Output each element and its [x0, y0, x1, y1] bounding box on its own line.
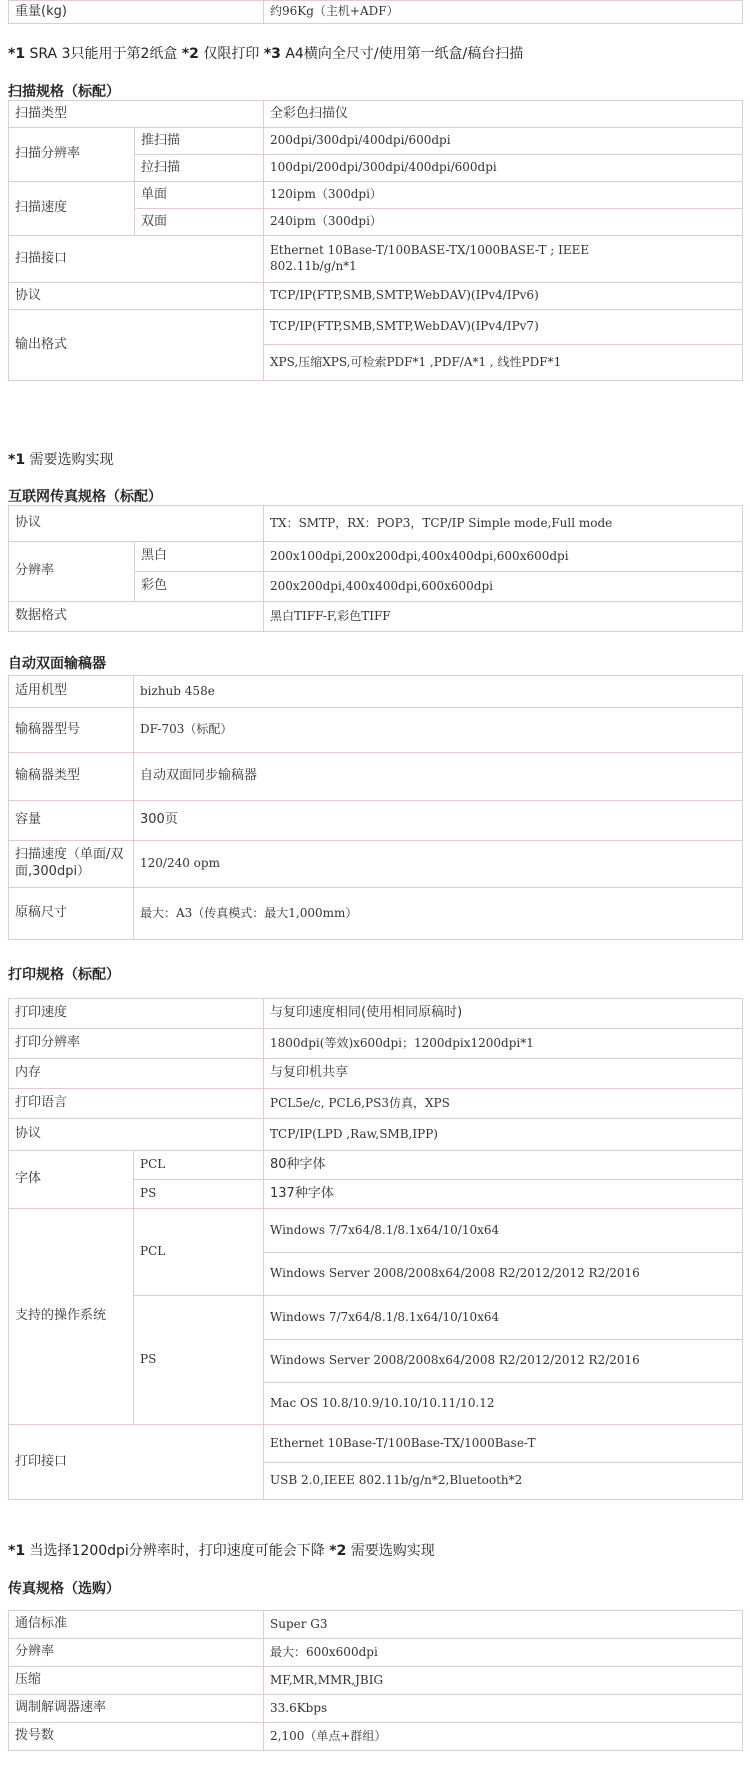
scan-heading: 扫描规格（标配）	[8, 84, 120, 100]
scan-note: *1 需要选购实现	[8, 452, 114, 468]
weight-notes: *1 SRA 3只能用于第2纸盒 *2 仅限打印 *3 A4横向全尺寸/使用第一纸盒/稿台扫描	[8, 46, 524, 62]
fax-table: 通信标准 Super G3 分辨率 最大：600x600dpi 压缩 MF,MR,MMR,JBIG 调制解调器速率 33.6Kbps 拨号数 2,100（单点+群组）	[8, 1610, 743, 1751]
print-notes: *1 当选择1200dpi分辨率时，打印速度可能会下降 *2 需要选购实现	[8, 1543, 435, 1559]
print-table: 打印速度 与复印速度相同(使用相同原稿时) 打印分辨率 1800dpi(等效)x600dpi；1200dpix1200dpi*1 内存 与复印机共享 打印语言 PCL5e/c, PCL6,PS3仿真，XPS 协议 TCP/IP(LPD ,Raw,SMB,IPP) 字体 PCL 80种字体 PS 137种字体 支持的操作系统 PCL Windows 7/7x64/8.1/8.1x64/10/10x64 Windows Server 2008/2008x64/2008 R2/2012/2012 R2/2016 PS Windows 7/7x64/8.1/8.1x64/10/10x64 Windows Server 2008/2008x64/2008 R2/2012/2012 R2/2016 Mac OS 10.8/10.9/10.10/10.11/10.12 打印接口 Ethernet 10Base-T/100Base-TX/1000Base-T USB 2.0,IEEE 802.11b/g/n*2,Bluetooth*2	[8, 998, 743, 1500]
fax-heading: 传真规格（选购）	[8, 1581, 120, 1597]
adf-heading: 自动双面输稿器	[8, 656, 106, 672]
weight-label: 重量(kg)	[9, 1, 264, 24]
weight-table	[8, 0, 743, 24]
ifax-table: 协议 TX：SMTP，RX：POP3，TCP/IP Simple mode,Full mode 分辨率 黑白 200x100dpi,200x200dpi,400x400dpi,600x600dpi 彩色 200x200dpi,400x400dpi,600x600dpi 数据格式 黑白TIFF-F,彩色TIFF	[8, 505, 743, 632]
scan-table: 扫描类型 全彩色扫描仪 扫描分辨率 推扫描 200dpi/300dpi/400dpi/600dpi 拉扫描 100dpi/200dpi/300dpi/400dpi/600dpi 扫描速度 单面 120ipm（300dpi） 双面 240ipm（300dpi） 扫描接口 Ethernet 10Base-T/100BASE-TX/1000BASE-T ; IEEE 802.11b/g/n*1 协议 TCP/IP(FTP,SMB,SMTP,WebDAV)(IPv4/IPv6) 输出格式 TCP/IP(FTP,SMB,SMTP,WebDAV)(IPv4/IPv7) XPS,压缩XPS,可检索PDF*1 ,PDF/A*1 , 线性PDF*1	[8, 100, 743, 381]
ifax-heading: 互联网传真规格（标配）	[8, 489, 162, 505]
print-heading: 打印规格（标配）	[8, 967, 120, 983]
adf-table: 适用机型 bizhub 458e 输稿器型号 DF-703（标配） 输稿器类型 自动双面同步输稿器 容量 300页 扫描速度（单面/双 面,300dpi） 120/240 opm 原稿尺寸 最大：A3（传真模式：最大1,000mm）	[8, 675, 743, 940]
weight-value: 约96Kg（主机+ADF）	[264, 1, 743, 24]
